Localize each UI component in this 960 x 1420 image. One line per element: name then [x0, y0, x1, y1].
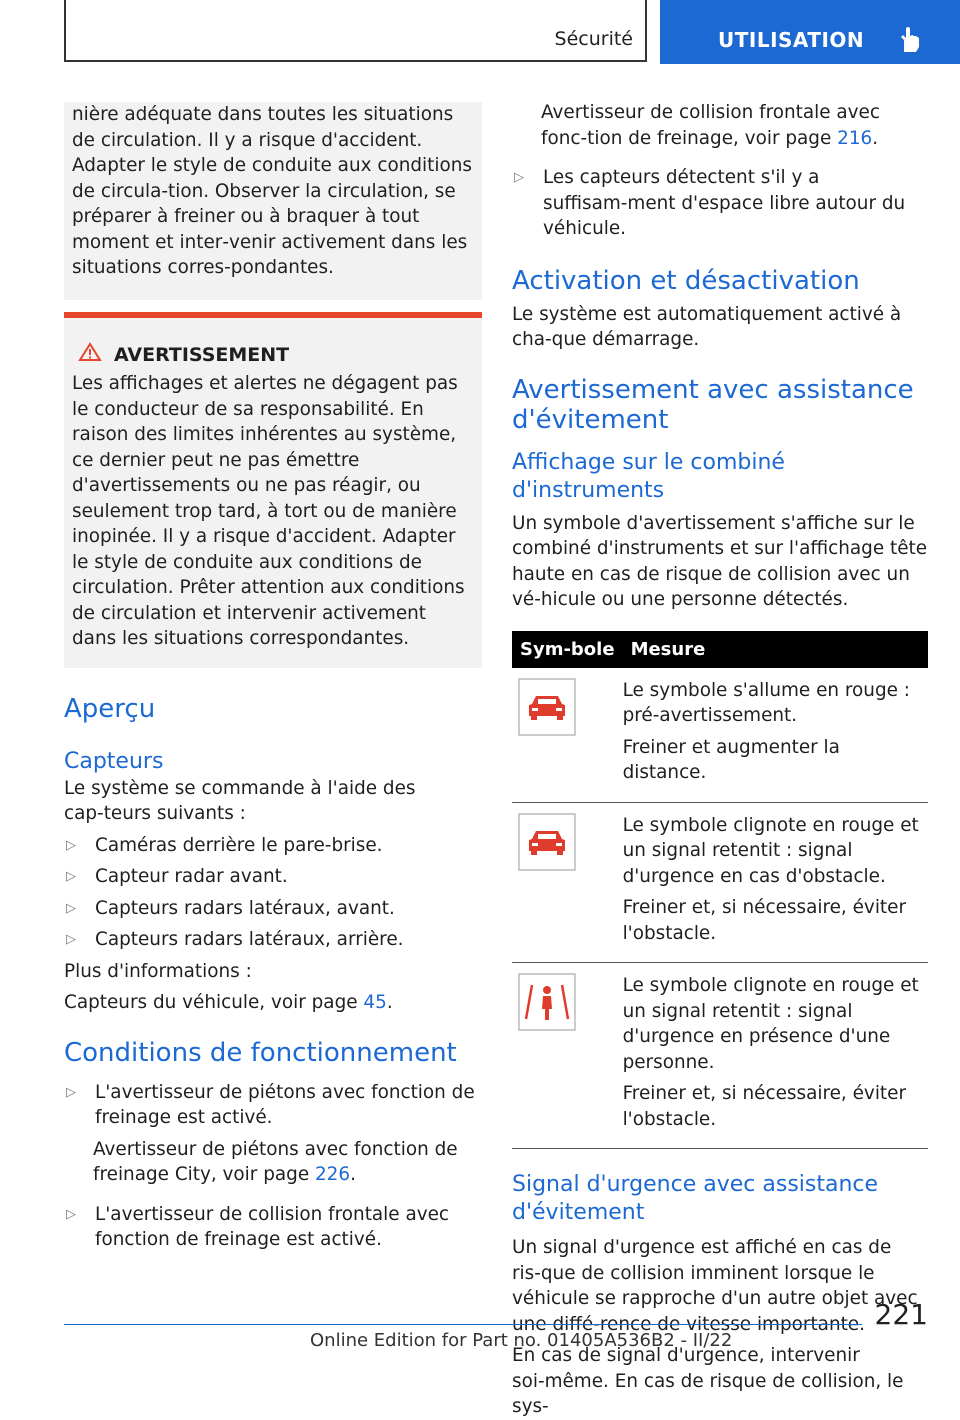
heading-apercu: Aperçu	[64, 693, 156, 724]
bullet-arrow-icon: ▷	[514, 170, 524, 185]
table-row	[512, 802, 928, 963]
list-item: ▷ L'avertisseur de piétons avec fonction de freinage est activé.	[64, 1080, 482, 1131]
warning-title: AVERTISSEMENT	[114, 343, 290, 366]
pedestrian-warning-icon	[518, 1016, 576, 1035]
warning-box	[64, 312, 482, 668]
table-row	[512, 963, 928, 1149]
more-info-label: Plus d'informations :	[64, 960, 252, 982]
list-item: ▷ Capteur radar avant.	[64, 864, 482, 890]
header-chapter-box	[660, 0, 960, 64]
list-item: ▷ Caméras derrière le pare-brise.	[64, 833, 482, 859]
hand-pointer-icon	[898, 26, 922, 58]
bullet-arrow-icon: ▷	[66, 932, 76, 947]
footer-divider	[64, 1324, 862, 1325]
list-item: ▷ Les capteurs détectent s'il y a suffisam‑ment d'espace libre autour du véhicule.	[512, 165, 928, 242]
table-row	[512, 668, 928, 803]
page-number: 221	[874, 1298, 928, 1331]
heading-capteurs: Capteurs	[64, 748, 164, 774]
symbol-cell	[512, 963, 623, 1149]
table-header-row	[512, 631, 928, 668]
warning-text: Les affichages et alertes ne dégagent pas le conducteur de sa responsabilité. En raison des limites inhérentes au système, ce dernier peut ne pas émettre d'avertissements ou ne pas réagir, ou seulement trop tard, à tort ou de manière inopinée. Il y a risque d'accident. Adapter le style de conduite aux conditions de circulation. Prêter attention aux conditions de circulation et intervenir activement dans les situations correspondantes.	[72, 373, 465, 649]
signal-text-1: Un signal d'urgence est affiché en cas de ris‑que de collision imminent lorsque le véhicule se rapproche d'un autre objet avec une diffé‑rence de vitesse importante.	[512, 1237, 918, 1335]
car-warning-icon	[518, 721, 576, 740]
column-header-symbol: Sym‑bole	[512, 631, 623, 668]
measure-cell: Le symbole s'allume en rouge : pré‑avertissement. Freiner et augmenter la distance.	[623, 668, 928, 803]
capteurs-intro: Le système se commande à l'aide des cap‑teurs suivants :	[64, 777, 416, 824]
capteurs-reference: Capteurs du véhicule, voir page 45.	[64, 992, 393, 1013]
heading-affichage: Affichage sur le combiné d'instruments	[512, 449, 785, 503]
heading-activation: Activation et désactivation	[512, 265, 860, 296]
column-header-measure: Mesure	[623, 631, 928, 668]
list-item: ▷ L'avertisseur de collision frontale avec fonction de freinage est activé.	[64, 1202, 482, 1253]
car-warning-icon	[518, 856, 576, 875]
page-link-45[interactable]: 45	[363, 992, 387, 1013]
heading-avertissement: Avertissement avec assistance d'évitement	[512, 374, 914, 435]
warning-triangle-icon	[78, 342, 102, 367]
symbol-cell	[512, 668, 623, 803]
bullet-arrow-icon: ▷	[66, 900, 76, 916]
affichage-text: Un symbole d'avertissement s'affiche sur le combiné d'instruments et sur l'affichage tête haute en cas de risque de collision avec un vé‑hicule ou une personne détectés.	[512, 512, 928, 610]
list-item: ▷ Capteurs radars latéraux, avant.	[64, 896, 482, 922]
measure-cell: Le symbole clignote en rouge et un signal retentit : signal d'urgence en présence d'une personne. Freiner et, si nécessaire, éviter l'obstacle.	[623, 963, 928, 1149]
cond1-reference: Avertisseur de piétons avec fonction de freinage City, voir page 226.	[93, 1138, 458, 1185]
list-item: ▷ Capteurs radars latéraux, arrière.	[64, 927, 482, 953]
page-link-226[interactable]: 226	[314, 1164, 351, 1185]
caution-box-continued	[64, 102, 482, 300]
chapter-title: UTILISATION	[718, 28, 865, 52]
edition-note: Online Edition for Part no. 01405A536B2 - II/22	[310, 1330, 733, 1351]
symbol-table	[512, 631, 928, 1150]
symbol-cell	[512, 802, 623, 963]
activation-text: Le système est automatiquement activé à cha‑que démarrage.	[512, 303, 902, 350]
measure-cell: Le symbole clignote en rouge et un signal retentit : signal d'urgence en cas d'obstacle. Freiner et, si nécessaire, éviter l'obstacle.	[623, 802, 928, 963]
heading-signal-urgence: Signal d'urgence avec assistance d'évitement	[512, 1172, 879, 1225]
cond2-reference: Avertisseur de collision frontale avec fonc‑tion de freinage, voir page 216.	[541, 102, 880, 149]
section-title: Sécurité	[554, 28, 633, 50]
header-section-box	[64, 0, 647, 62]
bullet-arrow-icon: ▷	[66, 1084, 76, 1100]
bullet-arrow-icon: ▷	[66, 1206, 76, 1222]
bullet-arrow-icon: ▷	[66, 837, 76, 853]
warning-title-row	[72, 342, 474, 367]
page-link-216[interactable]: 216	[837, 127, 873, 149]
caution-text: nière adéquate dans toutes les situations de circulation. Il y a risque d'accident. Adapter le style de conduite aux conditions de circula‑tion. Observer la circulation, se préparer à freiner ou à braquer à tout moment et inter‑venir activement dans les situations corres‑pondantes.	[72, 104, 472, 278]
left-column	[64, 102, 482, 1253]
bullet-arrow-icon: ▷	[66, 869, 76, 884]
right-column	[512, 102, 928, 1420]
signal-text-2: En cas de signal d'urgence, intervenir soi‑même. En cas de risque de collision, le sys‑	[512, 1345, 904, 1417]
heading-conditions: Conditions de fonctionnement	[64, 1037, 457, 1068]
